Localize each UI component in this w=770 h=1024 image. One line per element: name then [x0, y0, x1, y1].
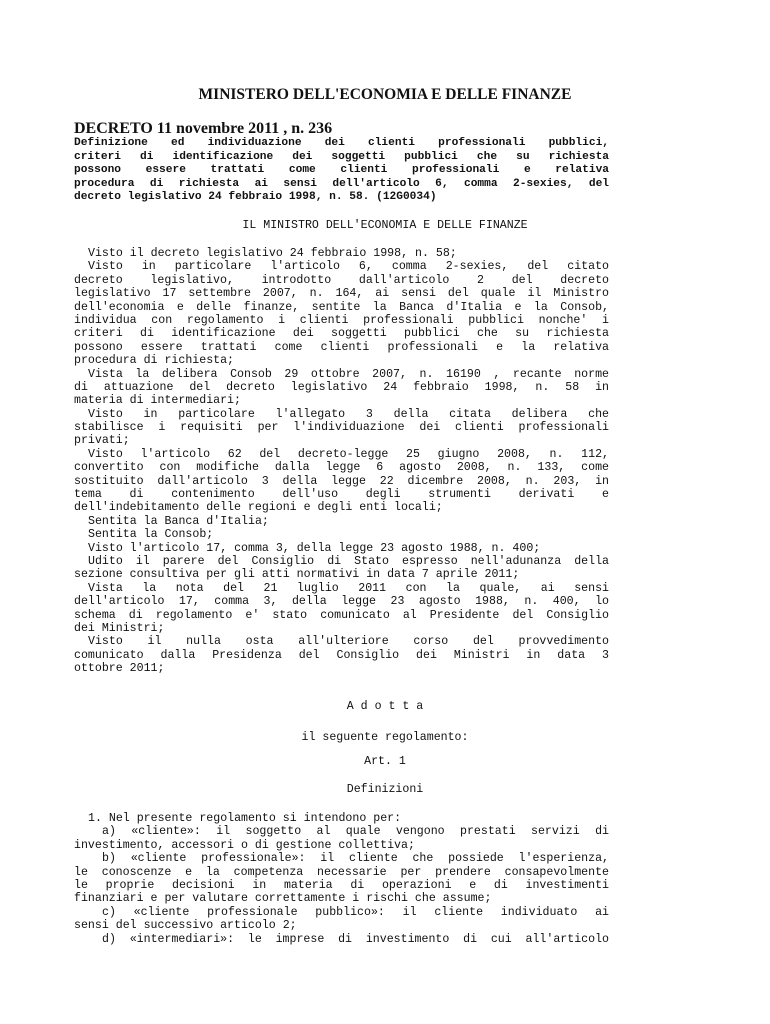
preamble-line: sostituito dall'articolo 3 della legge 22 dicembre 2008, n. 203, in — [74, 474, 609, 488]
preamble — [74, 247, 609, 676]
preamble-line: criteri di identificazione dei soggetti pubblici che su richiesta — [74, 327, 609, 341]
preamble-line: Sentita la Banca d'Italia; — [88, 514, 269, 528]
subtitle-line: procedura di richiesta ai sensi dell'articolo 6, comma 2-sexies, del — [74, 177, 609, 190]
preamble-line: Sentita la Consob; — [88, 528, 214, 542]
preamble-line: Visto in particolare l'articolo 6, comma 2-sexies, del citato — [88, 260, 609, 274]
ministry-heading: MINISTERO DELL'ECONOMIA E DELLE FINANZE — [198, 86, 572, 103]
article-title: Definizioni — [346, 783, 424, 796]
preamble-line: materia di intermediari; — [74, 394, 241, 408]
preamble-line: privati; — [74, 434, 130, 448]
preamble-line: legislativo 17 settembre 2007, n. 164, ai sensi del quale il Ministro — [74, 287, 609, 301]
preamble-line: decreto legislativo, introdotto dall'articolo 2 del decreto — [74, 273, 609, 287]
article-line: a) «cliente»: il soggetto al quale vengono prestati servizi di — [102, 825, 609, 839]
article-line: finanziari e per valutare correttamente i rischi che assume; — [74, 892, 492, 906]
decree-title: DECRETO 11 novembre 2011 , n. 236 — [74, 120, 333, 137]
preamble-line: convertito con modifiche dalla legge 6 agosto 2008, n. 133, come — [74, 461, 609, 475]
preamble-line: possono essere trattati come clienti professionali e la relativa — [74, 340, 609, 354]
preamble-line: individua con regolamento i clienti professionali pubblici nonche' i — [74, 313, 609, 327]
preamble-line: Visto il decreto legislativo 24 febbraio 1998, n. 58; — [88, 247, 457, 260]
preamble-line: Visto l'articolo 17, comma 3, della legge 23 agosto 1988, n. 400; — [88, 541, 541, 555]
preamble-line: comunicato dalla Presidenza del Consiglio dei Ministri in data 3 — [74, 648, 609, 662]
article-line: sensi del successivo articolo 2; — [74, 919, 297, 933]
preamble-line: ottobre 2011; — [74, 662, 165, 676]
preamble-line: di attuazione del decreto legislativo 24 febbraio 1998, n. 58 in — [74, 380, 609, 394]
adopts-heading: A d o t t a — [346, 700, 424, 713]
article-number: Art. 1 — [364, 755, 406, 768]
subtitle-line: possono essere trattati come clienti professionali e relativa — [74, 164, 609, 177]
preamble-line: Visto l'articolo 62 del decreto-legge 25 giugno 2008, n. 112, — [88, 447, 609, 461]
subtitle-line: Definizione ed individuazione dei clienti professionali pubblici, — [74, 137, 609, 149]
minister-heading: IL MINISTRO DELL'ECONOMIA E DELLE FINANZE — [242, 219, 528, 232]
article-line: le conoscenze e la competenza necessarie per prendere consapevolmente — [74, 865, 609, 879]
preamble-line: Vista la nota del 21 luglio 2011 con la quale, ai sensi — [88, 581, 609, 595]
preamble-line: procedura di richiesta; — [74, 354, 235, 368]
preamble-line: sezione consultiva per gli atti normativi in data 7 aprile 2011; — [74, 568, 520, 582]
article-line: c) «cliente professionale pubblico»: il cliente individuato ai — [102, 905, 609, 919]
preamble-line: tema di contenimento dell'uso degli strumenti derivati e — [74, 488, 609, 502]
article-line: b) «cliente professionale»: il cliente che possiede l'esperienza, — [102, 852, 609, 866]
preamble-line: stabilisce i requisiti per l'individuazione dei clienti professionali — [74, 421, 609, 435]
article-line: investimento, accessori o di gestione collettiva; — [74, 838, 415, 852]
preamble-line: dell'indebitamento delle regioni e degli enti locali; — [74, 501, 443, 515]
preamble-line: Udito il parere del Consiglio di Stato espresso nell'adunanza della — [88, 554, 609, 568]
preamble-line: Visto il nulla osta all'ulteriore corso del provvedimento — [88, 635, 609, 649]
preamble-line: schema di regolamento e' stato comunicato al Presidente del Consiglio — [74, 608, 609, 622]
article-line: le proprie decisioni in materia di operazioni e di investimenti — [74, 878, 609, 892]
preamble-line: Visto in particolare l'allegato 3 della citata delibera che — [88, 407, 609, 421]
article-body — [74, 812, 609, 946]
preamble-line: dei Ministri; — [74, 621, 165, 635]
subtitle-line: criteri di identificazione dei soggetti pubblici che su richiesta — [74, 150, 609, 163]
preamble-line: dell'articolo 17, comma 3, della legge 23 agosto 1988, n. 400, lo — [74, 595, 609, 609]
following-regulation: il seguente regolamento: — [301, 731, 469, 744]
article-line: d) «intermediari»: le imprese di investimento di cui all'articolo — [102, 932, 609, 946]
decree-subtitle — [74, 137, 609, 205]
subtitle-line: decreto legislativo 24 febbraio 1998, n. 58. (12G0034) — [74, 191, 437, 204]
preamble-line: Vista la delibera Consob 29 ottobre 2007, n. 16190 , recante norme — [88, 367, 609, 381]
article-line: 1. Nel presente regolamento si intendono per: — [88, 812, 402, 825]
preamble-line: dell'economia e delle finanze, sentite la Banca d'Italia e la Consob, — [74, 300, 609, 314]
